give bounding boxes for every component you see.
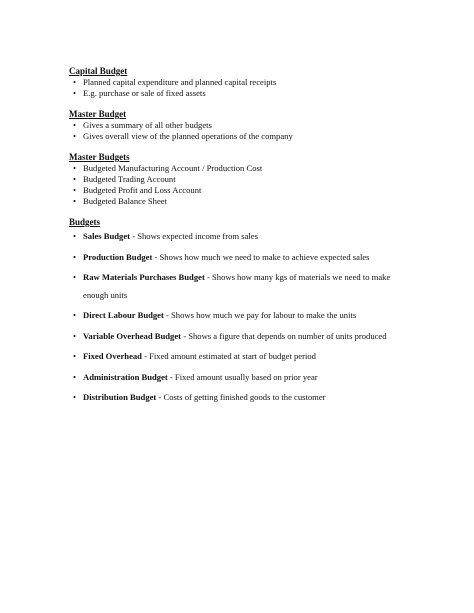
budget-term: Distribution Budget	[83, 392, 157, 402]
document-content	[69, 66, 409, 410]
bullet-icon: •	[73, 174, 77, 184]
budget-description: - Shows how much we pay for labour to make the units	[163, 310, 357, 320]
bullet-icon: •	[73, 77, 77, 87]
budget-description: - Shows how many kgs of materials we need to make enough units	[83, 272, 391, 300]
list-item	[69, 163, 409, 174]
list-item	[69, 196, 409, 207]
bullet-icon: •	[73, 185, 77, 195]
bullet-icon: •	[73, 163, 77, 173]
budget-description: - Costs of getting finished goods to the customer	[156, 392, 326, 402]
bullet-icon: •	[73, 351, 77, 361]
bullet-icon: •	[73, 310, 77, 320]
budget-term: Direct Labour Budget	[83, 310, 164, 320]
list-item	[69, 174, 409, 185]
bullet-icon: •	[73, 131, 77, 141]
list-item-text: Budgeted Manufacturing Account / Production Cost	[83, 163, 263, 173]
master-budget-heading: Master Budget	[69, 109, 127, 119]
list-item-text: Budgeted Trading Account	[83, 174, 176, 184]
budget-term: Production Budget	[83, 251, 153, 262]
list-item	[69, 269, 409, 304]
list-item	[69, 249, 409, 267]
budget-description: - Fixed amount estimated at start of budget period	[141, 351, 316, 361]
budget-description: - Shows how much we need to make to achieve expected sales	[152, 251, 370, 262]
list-item	[69, 185, 409, 196]
budget-description: - Fixed amount usually based on prior year	[167, 371, 318, 382]
master-budget-list	[69, 120, 409, 142]
bullet-icon: •	[73, 251, 77, 262]
master-budgets-heading: Master Budgets	[69, 152, 130, 162]
bullet-icon: •	[73, 392, 77, 402]
list-item-text: Budgeted Balance Sheet	[83, 196, 167, 206]
list-item	[69, 369, 409, 387]
list-item	[69, 328, 409, 346]
list-item	[69, 131, 409, 142]
budget-term: Fixed Overhead	[83, 351, 142, 361]
bullet-icon: •	[73, 371, 77, 382]
budgets-heading: Budgets	[69, 217, 101, 227]
list-item-text: Gives a summary of all other budgets	[83, 120, 212, 130]
list-item-text: Planned capital expenditure and planned capital receipts	[83, 77, 277, 87]
bullet-icon: •	[73, 88, 77, 98]
bullet-icon: •	[73, 231, 77, 241]
budget-description: - Shows expected income from sales	[130, 231, 258, 241]
bullet-icon: •	[73, 196, 77, 206]
budget-term: Raw Materials Purchases Budget	[83, 272, 205, 282]
capital-budget-heading: Capital Budget	[69, 66, 128, 76]
bullet-icon: •	[73, 120, 77, 130]
list-item	[69, 120, 409, 131]
bullet-icon: •	[73, 330, 77, 341]
list-item	[69, 88, 409, 99]
budget-term: Sales Budget	[83, 231, 131, 241]
budget-term: Variable Overhead Budget	[83, 330, 182, 341]
master-budgets-list	[69, 163, 409, 207]
list-item-text: Budgeted Profit and Loss Account	[83, 185, 202, 195]
budget-description: - Shows a figure that depends on number of units produced	[181, 330, 387, 341]
bullet-icon: •	[73, 272, 77, 282]
list-item-text: E.g. purchase or sale of fixed assets	[83, 88, 206, 98]
budgets-list	[69, 228, 409, 407]
list-item-text: Gives overall view of the planned operations of the company	[83, 131, 293, 141]
list-item	[69, 228, 409, 246]
capital-budget-list	[69, 77, 409, 99]
list-item	[69, 77, 409, 88]
list-item	[69, 348, 409, 366]
budget-term: Administration Budget	[83, 371, 168, 382]
list-item	[69, 307, 409, 325]
list-item	[69, 389, 409, 407]
